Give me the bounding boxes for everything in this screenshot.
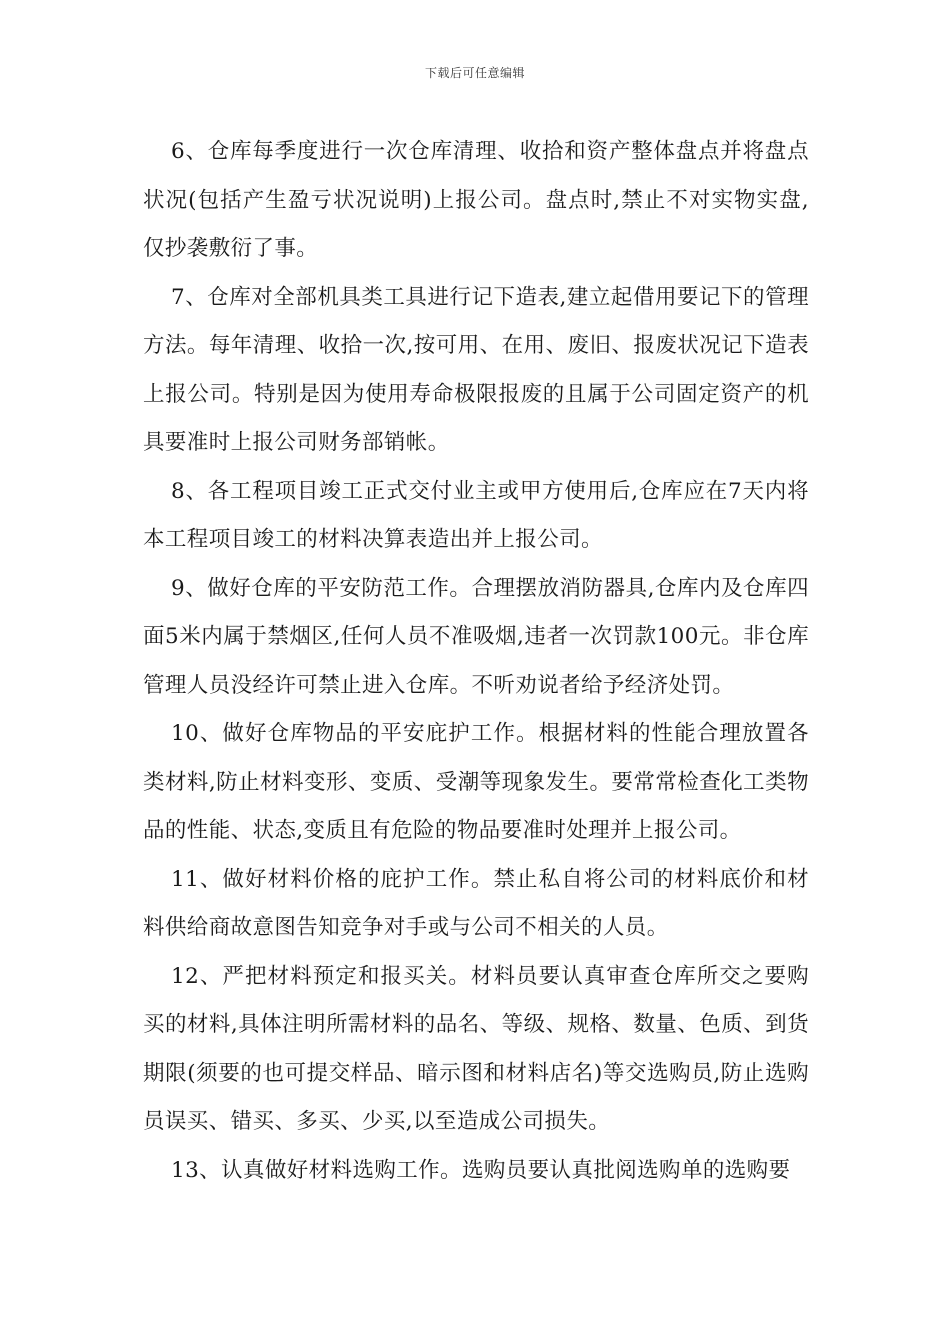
paragraph-10: 10、做好仓库物品的平安庇护工作。根据材料的性能合理放置各类材料,防止材料变形、变质、受潮等现象发生。要常常检查化工类物品的性能、状态,变质且有危险的物品要准时处理并上报公司。 — [143, 721, 809, 843]
paragraph-8: 8、各工程项目竣工正式交付业主或甲方使用后,仓库应在7天内将本工程项目竣工的材料决算表造出并上报公司。 — [143, 478, 809, 552]
paragraph-9: 9、做好仓库的平安防范工作。合理摆放消防器具,仓库内及仓库四面5米内属于禁烟区,任何人员不准吸烟,违者一次罚款100元。非仓库管理人员没经许可禁止进入仓库。不听劝说者给予经济处罚。 — [143, 575, 809, 698]
paragraph-7: 7、仓库对全部机具类工具进行记下造表,建立起借用要记下的管理方法。每年清理、收拾一次,按可用、在用、废旧、报废状况记下造表上报公司。特别是因为使用寿命极限报废的且属于公司固定资产的机具要准时上报公司财务部销帐。 — [143, 284, 809, 455]
paragraph-13: 13、认真做好材料选购工作。选购员要认真批阅选购单的选购要 — [171, 1157, 791, 1183]
paragraph-11: 11、做好材料价格的庇护工作。禁止私自将公司的材料底价和材料供给商故意图告知竞争对手或与公司不相关的人员。 — [143, 866, 809, 940]
document-body — [143, 128, 809, 1195]
paragraph-6: 6、仓库每季度进行一次仓库清理、收拾和资产整体盘点并将盘点状况(包括产生盈亏状况说明)上报公司。盘点时,禁止不对实物实盘,仅抄袭敷衍了事。 — [143, 139, 809, 261]
page-header: 下载后可任意编辑 — [424, 66, 525, 80]
paragraph-12: 12、严把材料预定和报买关。材料员要认真审查仓库所交之要购买的材料,具体注明所需材料的品名、等级、规格、数量、色质、到货期限(须要的也可提交样品、暗示图和材料店名)等交选购员,防止选购员误买、错买、多买、少买,以至造成公司损失。 — [143, 963, 809, 1134]
